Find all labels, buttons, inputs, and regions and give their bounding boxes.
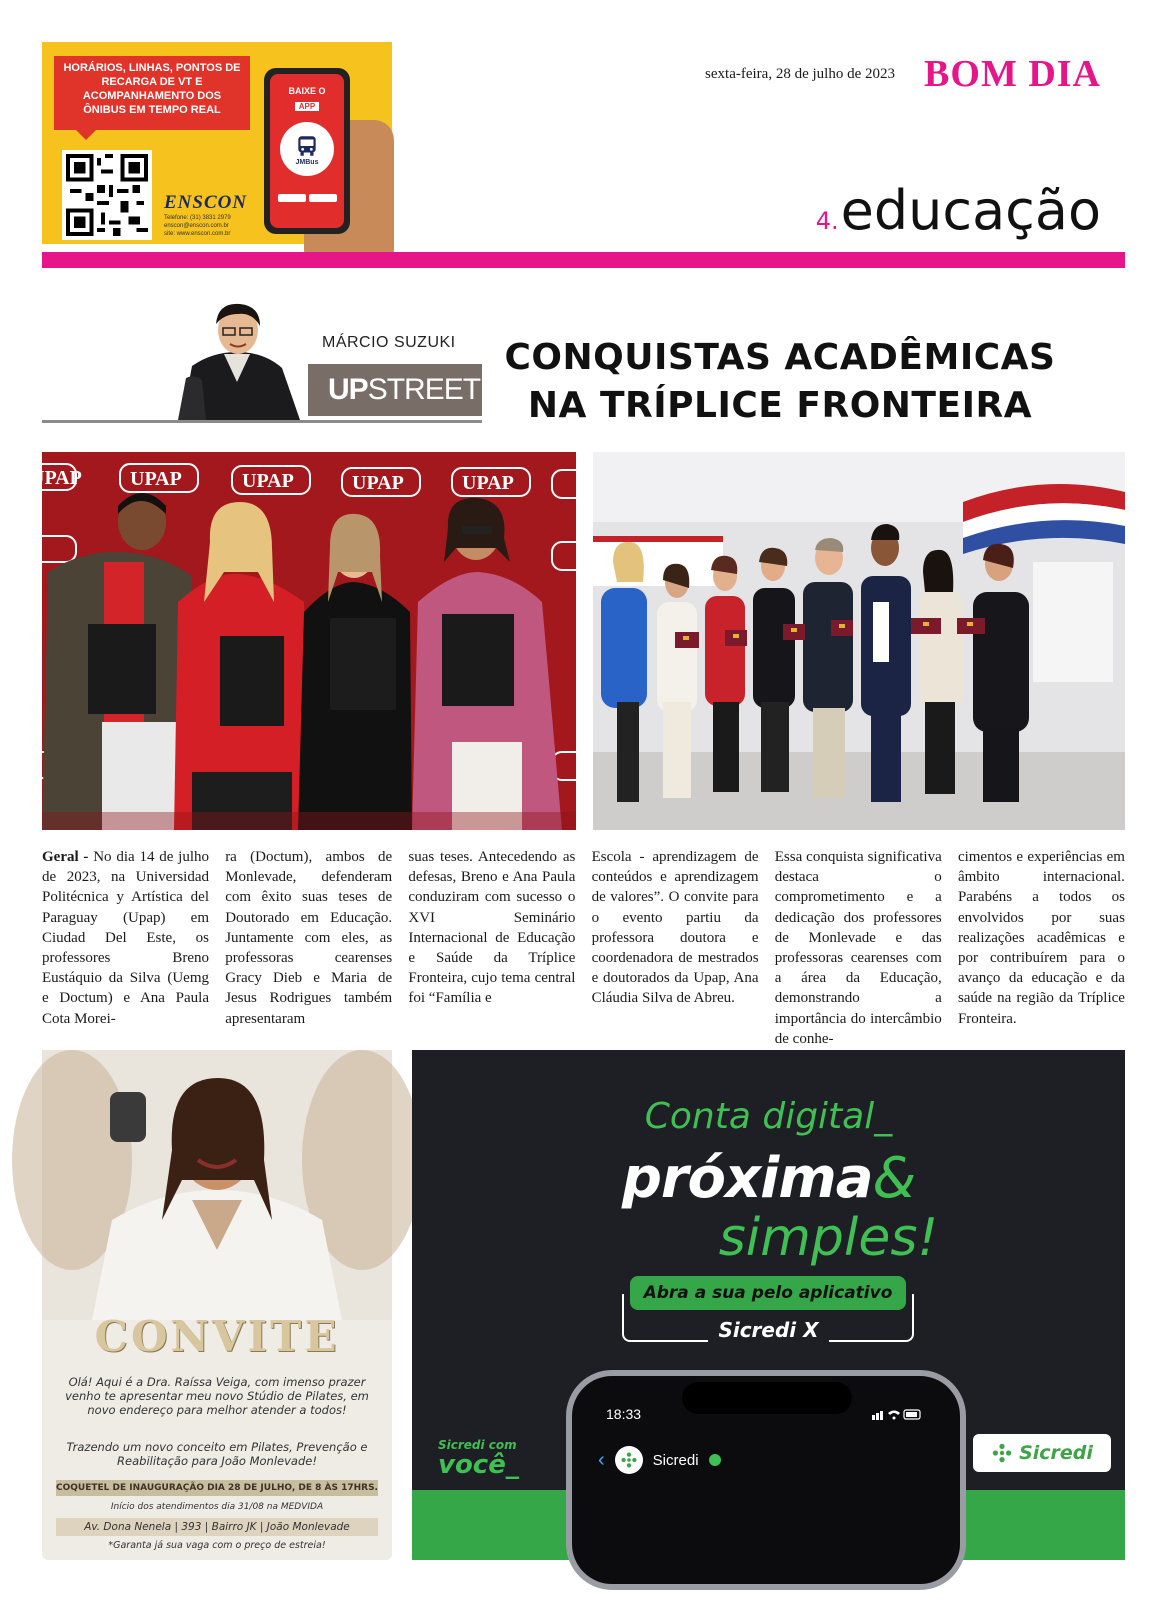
- app-label: APP: [295, 102, 319, 111]
- banner-logo: UPAP: [462, 472, 514, 494]
- sicredi-avatar-icon: [615, 1446, 643, 1474]
- tag-small: Sicredi com: [438, 1438, 517, 1452]
- article-lead: Geral -: [42, 849, 89, 865]
- ad-site: site: www.enscon.com.br: [164, 231, 231, 237]
- article-photo-group: [593, 452, 1125, 830]
- back-arrow-icon[interactable]: ‹: [598, 1448, 605, 1471]
- phone-mockup: [566, 1370, 966, 1590]
- sicredi-com-voce-tag: [438, 1438, 519, 1478]
- status-icons: [872, 1408, 922, 1420]
- download-label: BAIXE O: [288, 86, 326, 96]
- bank-ad-line-2: [412, 1146, 1125, 1211]
- banner-logo: UPAP: [130, 468, 182, 490]
- top-advertisement: [42, 42, 392, 244]
- invite-cocktail: COQUETEL DE INAUGURAÇÃO DIA 28 DE JULHO, DE 8 ÀS 17HRS.: [56, 1480, 378, 1496]
- invite-title: CONVITE: [94, 1312, 340, 1361]
- sicredi-logo: [973, 1434, 1111, 1472]
- article-body: [42, 847, 1125, 1047]
- sicredi-logo-icon: [991, 1442, 1013, 1464]
- app-name-text: Sicredi X: [708, 1318, 828, 1342]
- invite-address: Av. Dona Nenela | 393 | Bairro JK | João Monlevade: [56, 1518, 378, 1536]
- banner-logo: UPAP: [30, 467, 82, 489]
- app-name: [412, 1318, 1125, 1342]
- ad-email: enscon@enscon.com.br: [164, 223, 229, 229]
- issue-date: sexta-feira, 28 de julho de 2023: [705, 66, 895, 82]
- bank-ad-line-1: Conta digital_: [644, 1096, 893, 1137]
- phone-illustration: [264, 68, 350, 234]
- ad-headline: HORÁRIOS, LINHAS, PONTOS DE RECARGA DE VT E ACOMPANHAMENTO DOS ÔNIBUS EM TEMPO REAL: [54, 56, 250, 130]
- column-name: [308, 364, 482, 416]
- app-name: JMBus: [295, 158, 319, 166]
- pilates-invite-ad: [42, 1050, 392, 1560]
- author-photo: [172, 296, 302, 420]
- invite-concept: Trazendo um novo conceito em Pilates, Prevenção e Reabilitação para João Monlevade!: [66, 1440, 368, 1468]
- column-underline: [42, 420, 482, 423]
- ad-contact: [164, 214, 231, 238]
- invite-note: *Garanta já sua vaga com o preço de estreia!: [108, 1540, 326, 1551]
- ampersand: &: [872, 1146, 916, 1211]
- article-column-3: suas teses. Antecedendo as defesas, Breno e Ana Paula conduziram com sucesso o XVI Seminário Internacional de Educação e Saúde da Tríplice Fronteira, cujo tema central foi “Família e: [408, 849, 576, 1007]
- cta-pill: Abra a sua pelo aplicativo: [630, 1276, 906, 1310]
- store-badges: [270, 194, 344, 202]
- verified-icon: [709, 1454, 721, 1466]
- ad-phone: Telefone: (31) 3831 2979: [164, 215, 231, 221]
- article-headline: [500, 334, 1060, 430]
- bank-ad-line-2-word: próxima: [621, 1146, 873, 1211]
- headline-line-1: CONQUISTAS ACADÊMICAS: [504, 337, 1056, 378]
- bank-ad: [412, 1050, 1125, 1560]
- column-author: MÁRCIO SUZUKI: [322, 334, 456, 351]
- bank-ad-line-3: simples!: [718, 1208, 939, 1268]
- section-divider: [42, 252, 1125, 268]
- newspaper-title: BOM DIA: [924, 53, 1101, 95]
- article-column-4: Escola - aprendizagem de conteúdos e aprendizagem de valores”. O convite para o evento partiu da professora doutora e coordenadora de mestrados e doutorados da Upap, Ana Cláudia Silva de Abreu.: [591, 849, 759, 1007]
- chat-header: [598, 1446, 721, 1474]
- ad-portrait: [42, 1050, 392, 1320]
- article-photo-defense: [30, 452, 576, 830]
- page-number: 4.: [815, 207, 839, 235]
- qr-code: [62, 150, 152, 240]
- chat-name: Sicredi: [652, 1451, 699, 1469]
- banner-logo: UPAP: [242, 470, 294, 492]
- section-name: educação: [840, 179, 1101, 242]
- article-column-2: ra (Doctum), ambos de Monlevade, defenderam com êxito suas teses de Doutorado em Educação. Juntamente com eles, as professoras cearenses Gracy Dieb e Maria de Jesus Rodrigues também apresentaram: [225, 849, 393, 1027]
- article-column-5: Essa conquista significativa destaca o comprometimento e a dedicação dos professores de Monlevade e das professoras cearenses com a área da Educação, demonstrando a importância do intercâmbio de conhe-: [774, 849, 942, 1047]
- column-header: [172, 296, 482, 420]
- phone-notch: [682, 1382, 852, 1414]
- column-name-regular: STREET: [367, 373, 481, 406]
- banner-logo: UPAP: [352, 472, 404, 494]
- tag-big: você_: [438, 1450, 519, 1480]
- section-title: [815, 179, 1101, 242]
- bus-icon: [280, 122, 334, 176]
- column-name-bold: UP: [328, 373, 368, 406]
- enscon-logo: ENSCON: [164, 192, 248, 213]
- article-column-1: [42, 847, 209, 1027]
- invite-intro: Olá! Aqui é a Dra. Raíssa Veiga, com imenso prazer venho te apresentar meu novo Stúdio de Pilates, em novo endereço para melhor atender a todos!: [65, 1375, 369, 1417]
- phone-time: 18:33: [606, 1406, 642, 1422]
- article-column-6: cimentos e experiências em âmbito internacional. Parabéns a todos os envolvidos por suas realizações acadêmicas e por contribuírem para o avanço da educação e da saúde na região da Tríplice Fronteira.: [957, 849, 1125, 1027]
- sicredi-logo-text: Sicredi: [1019, 1442, 1093, 1464]
- invite-start: Início dos atendimentos dia 31/08 na MEDVIDA: [110, 1502, 324, 1512]
- headline-line-2: NA TRÍPLICE FRONTEIRA: [527, 385, 1033, 426]
- article-text-1: No dia 14 de julho de 2023, na Universidad Politécnica y Artística del Paraguay (Upap) em Ciudad Del Este, os professores Breno Eustáquio da Silva (Uemg e Doctum) e Ana Paula Cota Morei-: [42, 849, 209, 1027]
